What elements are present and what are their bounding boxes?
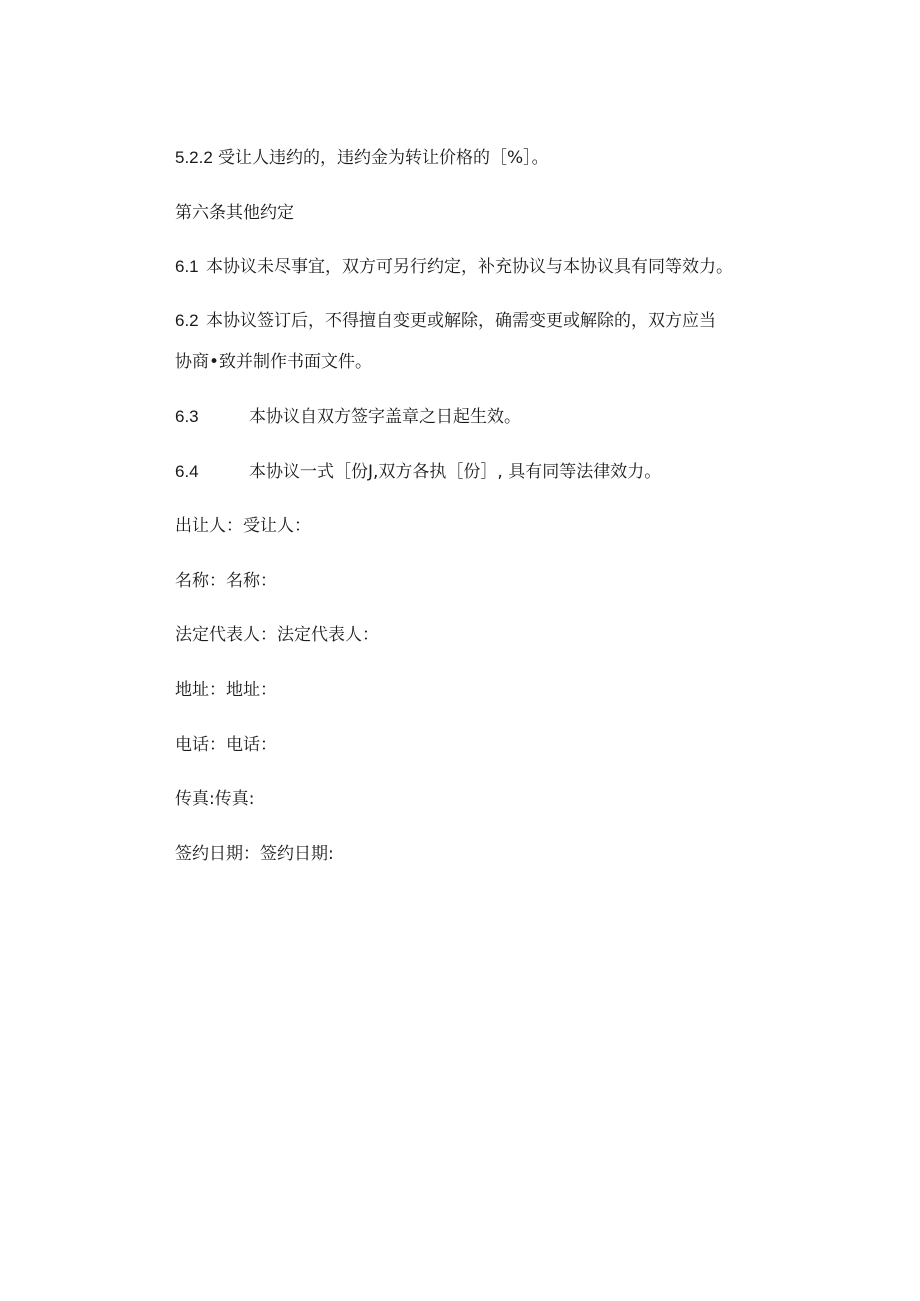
clause-6-3 xyxy=(175,406,521,428)
clause-number: 5.2.2 xyxy=(175,148,213,167)
clause-number: 6.1 xyxy=(175,257,199,276)
clause-text: 本协议签订后，不得擅自变更或解除，确需变更或解除的，双方应当 xyxy=(206,311,716,331)
clause-text: 本协议一式［份J,双方各执［份］, 具有同等法律效力。 xyxy=(249,462,662,482)
clause-6-2 xyxy=(175,310,716,332)
clause-6-4 xyxy=(175,461,661,483)
clause-6-1 xyxy=(175,256,733,278)
signature-legal-rep: 法定代表人：法定代表人： xyxy=(175,625,379,645)
clause-number: 6.2 xyxy=(175,311,199,330)
signature-parties: 出让人：受让人： xyxy=(175,516,311,536)
signature-name: 名称：名称： xyxy=(175,571,277,591)
clause-number: 6.4 xyxy=(175,462,199,481)
clause-5-2-2 xyxy=(175,147,549,169)
clause-text: 本协议未尽事宜，双方可另行约定，补充协议与本协议具有同等效力。 xyxy=(206,257,733,277)
signature-phone: 电话：电话： xyxy=(175,735,277,755)
clause-number: 6.3 xyxy=(175,407,199,426)
clause-text: 受让人违约的，违约金为转让价格的［%］。 xyxy=(218,148,549,168)
signature-address: 地址：地址： xyxy=(175,680,277,700)
signature-date: 签约日期：签约日期: xyxy=(175,844,334,864)
signature-fax: 传真:传真: xyxy=(175,789,255,809)
clause-text: 本协议自双方签字盖章之日起生效。 xyxy=(249,407,521,427)
article-6-title: 第六条其他约定 xyxy=(175,203,294,223)
clause-6-2-continuation: 协商•致并制作书面文件。 xyxy=(175,352,373,372)
